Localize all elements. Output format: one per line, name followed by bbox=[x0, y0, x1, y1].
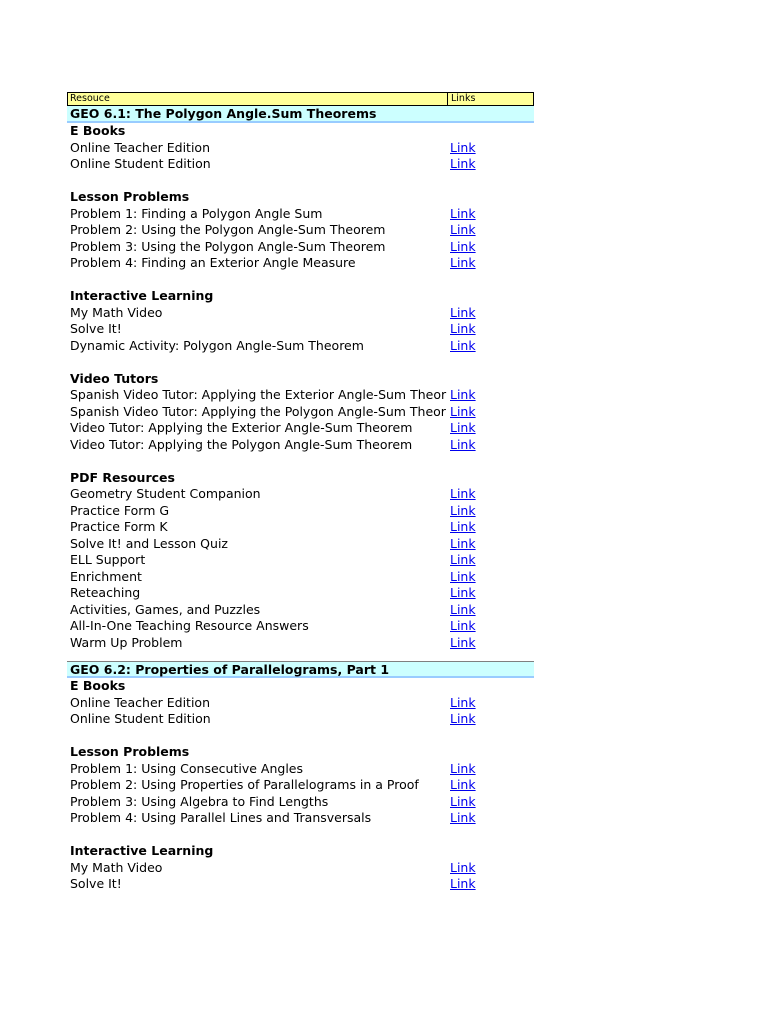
resource-label: ELL Support bbox=[70, 552, 146, 567]
resource-label: Problem 4: Finding an Exterior Angle Measure bbox=[70, 255, 356, 270]
section-title: GEO 6.1: The Polygon Angle.Sum Theorems bbox=[67, 106, 534, 123]
section-title: GEO 6.2: Properties of Parallelograms, Part 1 bbox=[67, 661, 534, 678]
resource-link[interactable]: Link bbox=[450, 238, 476, 254]
resource-link[interactable]: Link bbox=[450, 711, 476, 726]
resource-row bbox=[67, 618, 534, 635]
resource-row bbox=[67, 585, 534, 602]
resource-row bbox=[67, 387, 534, 404]
resource-link[interactable]: Link bbox=[450, 810, 476, 825]
resource-link[interactable]: Link bbox=[450, 486, 476, 501]
resource-label: Online Student Edition bbox=[70, 156, 211, 171]
link-cell bbox=[447, 860, 534, 877]
resource-link[interactable]: Link bbox=[450, 222, 476, 237]
resource-link[interactable]: Link bbox=[450, 601, 476, 617]
link-cell bbox=[447, 777, 534, 794]
resource-row bbox=[67, 794, 534, 811]
group-heading: Video Tutors bbox=[70, 370, 159, 386]
resource-row bbox=[67, 876, 534, 893]
blank-row bbox=[67, 827, 534, 844]
resource-label: Problem 3: Using Algebra to Find Lengths bbox=[70, 793, 329, 809]
resource-sheet bbox=[67, 92, 534, 893]
resource-link[interactable]: Link bbox=[450, 337, 476, 353]
section-gap bbox=[67, 651, 534, 661]
resource-label: Solve It! bbox=[70, 876, 122, 891]
resource-row bbox=[67, 305, 534, 322]
link-cell bbox=[447, 519, 534, 536]
resource-row bbox=[67, 156, 534, 173]
resource-link[interactable]: Link bbox=[450, 403, 476, 419]
link-cell bbox=[447, 156, 534, 173]
resource-link[interactable]: Link bbox=[450, 760, 476, 776]
resource-label: Solve It! and Lesson Quiz bbox=[70, 535, 228, 551]
resource-row bbox=[67, 695, 534, 712]
link-cell bbox=[447, 206, 534, 223]
resource-link[interactable]: Link bbox=[450, 634, 476, 650]
resource-row bbox=[67, 777, 534, 794]
resource-link[interactable]: Link bbox=[450, 535, 476, 551]
resource-link[interactable]: Link bbox=[450, 568, 476, 584]
resource-label: Activities, Games, and Puzzles bbox=[70, 601, 261, 617]
resource-label: Dynamic Activity: Polygon Angle-Sum Theorem bbox=[70, 337, 364, 353]
resource-link[interactable]: Link bbox=[450, 777, 476, 792]
resource-row bbox=[67, 635, 534, 652]
group-heading: E Books bbox=[70, 678, 126, 693]
blank-row bbox=[67, 354, 534, 371]
resource-label: Geometry Student Companion bbox=[70, 486, 261, 501]
resource-row bbox=[67, 860, 534, 877]
resource-label: Video Tutor: Applying the Exterior Angle-Sum Theorem bbox=[70, 420, 413, 435]
resource-label: Spanish Video Tutor: Applying the Exterior Angle-Sum Theor bbox=[70, 387, 447, 402]
resource-label: Online Teacher Edition bbox=[70, 694, 211, 710]
group-heading-row bbox=[67, 843, 534, 860]
resource-label: Spanish Video Tutor: Applying the Polygon Angle-Sum Theor bbox=[70, 403, 446, 419]
group-heading: Interactive Learning bbox=[70, 288, 214, 303]
resource-row bbox=[67, 206, 534, 223]
resource-row bbox=[67, 404, 534, 421]
link-cell bbox=[447, 635, 534, 652]
link-cell bbox=[447, 536, 534, 553]
group-heading: Lesson Problems bbox=[70, 744, 190, 759]
group-heading: PDF Resources bbox=[70, 469, 175, 485]
resource-link[interactable]: Link bbox=[450, 420, 476, 435]
link-cell bbox=[447, 569, 534, 586]
link-cell bbox=[447, 305, 534, 322]
link-cell bbox=[447, 876, 534, 893]
link-cell bbox=[447, 255, 534, 272]
resource-label: Problem 2: Using Properties of Parallelograms in a Proof bbox=[70, 777, 419, 792]
resource-link[interactable]: Link bbox=[450, 436, 476, 452]
resource-label: Online Student Edition bbox=[70, 711, 211, 726]
resource-row bbox=[67, 602, 534, 619]
resource-row bbox=[67, 321, 534, 338]
resource-link[interactable]: Link bbox=[450, 793, 476, 809]
link-cell bbox=[447, 695, 534, 712]
resource-label: All-In-One Teaching Resource Answers bbox=[70, 618, 309, 633]
resource-label: Practice Form G bbox=[70, 502, 170, 518]
resource-column-header: Resouce bbox=[68, 93, 448, 105]
resource-link[interactable]: Link bbox=[450, 694, 476, 710]
resource-label: Problem 1: Finding a Polygon Angle Sum bbox=[70, 205, 323, 221]
resource-link[interactable]: Link bbox=[450, 585, 476, 600]
sections-container bbox=[67, 106, 534, 893]
resource-row bbox=[67, 239, 534, 256]
resource-link[interactable]: Link bbox=[450, 876, 476, 891]
link-cell bbox=[447, 585, 534, 602]
resource-link[interactable]: Link bbox=[450, 618, 476, 633]
link-cell bbox=[447, 222, 534, 239]
resource-label: Warm Up Problem bbox=[70, 634, 183, 650]
group-heading: Lesson Problems bbox=[70, 189, 190, 204]
link-cell bbox=[447, 404, 534, 421]
resource-row bbox=[67, 552, 534, 569]
resource-label: My Math Video bbox=[70, 859, 163, 875]
group-heading-row bbox=[67, 470, 534, 487]
group-heading: Interactive Learning bbox=[70, 843, 214, 858]
resource-row bbox=[67, 255, 534, 272]
link-cell bbox=[447, 761, 534, 778]
group-heading-row bbox=[67, 744, 534, 761]
resource-label: Online Teacher Edition bbox=[70, 139, 211, 155]
group-heading-row bbox=[67, 678, 534, 695]
link-cell bbox=[447, 810, 534, 827]
blank-row bbox=[67, 453, 534, 470]
resource-label: Solve It! bbox=[70, 321, 122, 336]
resource-label: Problem 3: Using the Polygon Angle-Sum Theorem bbox=[70, 238, 386, 254]
resource-row bbox=[67, 222, 534, 239]
link-cell bbox=[447, 239, 534, 256]
resource-row bbox=[67, 420, 534, 437]
link-cell bbox=[447, 552, 534, 569]
resource-link[interactable]: Link bbox=[450, 519, 476, 534]
resource-link[interactable]: Link bbox=[450, 859, 476, 875]
link-cell bbox=[447, 420, 534, 437]
resource-link[interactable]: Link bbox=[450, 387, 476, 402]
resource-link[interactable]: Link bbox=[450, 139, 476, 155]
resource-row bbox=[67, 437, 534, 454]
resource-row bbox=[67, 711, 534, 728]
resource-label: Problem 2: Using the Polygon Angle-Sum Theorem bbox=[70, 222, 386, 237]
blank-row bbox=[67, 728, 534, 745]
group-heading: E Books bbox=[70, 123, 126, 138]
resource-row bbox=[67, 761, 534, 778]
resource-link[interactable]: Link bbox=[450, 304, 476, 320]
link-cell bbox=[447, 711, 534, 728]
resource-row bbox=[67, 519, 534, 536]
link-cell bbox=[447, 486, 534, 503]
resource-label: Reteaching bbox=[70, 585, 141, 600]
resource-link[interactable]: Link bbox=[450, 321, 476, 336]
link-cell bbox=[447, 602, 534, 619]
resource-label: Problem 4: Using Parallel Lines and Transversals bbox=[70, 810, 372, 825]
resource-link[interactable]: Link bbox=[450, 552, 476, 567]
resource-row bbox=[67, 486, 534, 503]
link-cell bbox=[447, 794, 534, 811]
link-cell bbox=[447, 618, 534, 635]
resource-row bbox=[67, 536, 534, 553]
link-cell bbox=[447, 387, 534, 404]
resource-label: Problem 1: Using Consecutive Angles bbox=[70, 760, 303, 776]
link-cell bbox=[447, 321, 534, 338]
group-heading-row bbox=[67, 371, 534, 388]
resource-link[interactable]: Link bbox=[450, 255, 476, 270]
resource-row bbox=[67, 810, 534, 827]
group-heading-row bbox=[67, 123, 534, 140]
resource-label: Video Tutor: Applying the Polygon Angle-Sum Theorem bbox=[70, 436, 413, 452]
resource-row bbox=[67, 569, 534, 586]
resource-label: My Math Video bbox=[70, 304, 163, 320]
resource-link[interactable]: Link bbox=[450, 502, 476, 518]
resource-label: Practice Form K bbox=[70, 519, 168, 534]
link-cell bbox=[447, 503, 534, 520]
resource-row bbox=[67, 338, 534, 355]
blank-row bbox=[67, 173, 534, 190]
group-heading-row bbox=[67, 189, 534, 206]
blank-row bbox=[67, 272, 534, 289]
resource-link[interactable]: Link bbox=[450, 156, 476, 171]
link-cell bbox=[447, 338, 534, 355]
group-heading-row bbox=[67, 288, 534, 305]
link-cell bbox=[447, 140, 534, 157]
resource-label: Enrichment bbox=[70, 568, 142, 584]
resource-row bbox=[67, 140, 534, 157]
resource-link[interactable]: Link bbox=[450, 205, 476, 221]
resource-row bbox=[67, 503, 534, 520]
links-column-header: Links bbox=[451, 93, 476, 104]
link-cell bbox=[447, 437, 534, 454]
column-header-row bbox=[67, 92, 534, 106]
